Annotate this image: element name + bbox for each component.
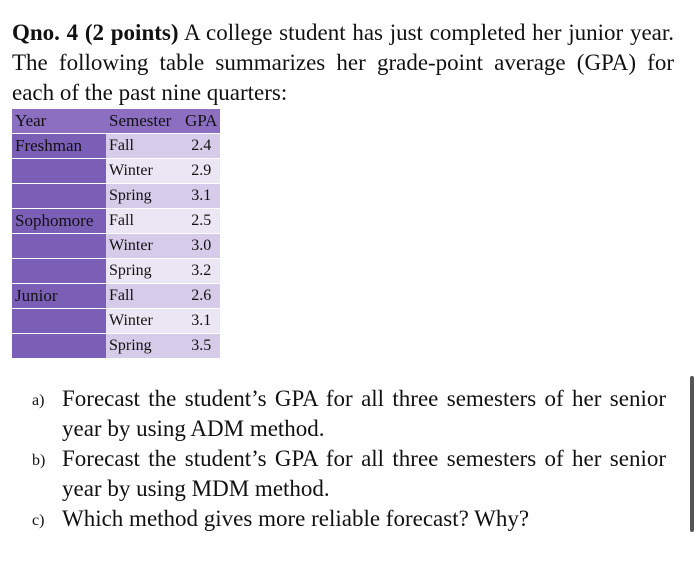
gpa-cell: 3.1 xyxy=(182,184,220,209)
semester-cell: Spring xyxy=(106,334,182,359)
gpa-cell: 2.5 xyxy=(182,209,220,234)
semester-cell: Fall xyxy=(106,284,182,309)
part-text: Forecast the student’s GPA for all three semesters of her senior year by using ADM method. xyxy=(62,386,666,441)
semester-cell: Winter xyxy=(106,234,182,259)
part-text: Forecast the student’s GPA for all three semesters of her senior year by using MDM method. xyxy=(62,446,666,501)
part-c xyxy=(32,504,666,536)
part-b xyxy=(32,444,666,504)
question-text xyxy=(12,18,674,108)
table-row xyxy=(12,284,220,309)
gpa-cell: 3.1 xyxy=(182,309,220,334)
part-text: Which method gives more reliable forecast? Why? xyxy=(62,506,530,531)
gpa-cell: 2.4 xyxy=(182,134,220,159)
semester-cell: Fall xyxy=(106,134,182,159)
gpa-cell: 2.9 xyxy=(182,159,220,184)
part-a xyxy=(32,384,666,444)
table-row xyxy=(12,134,220,159)
question-number: Qno. 4 (2 points) xyxy=(12,20,179,45)
semester-cell: Spring xyxy=(106,259,182,284)
part-marker: a) xyxy=(32,392,45,409)
semester-cell: Winter xyxy=(106,159,182,184)
semester-cell: Fall xyxy=(106,209,182,234)
year-cell xyxy=(12,159,106,184)
year-cell xyxy=(12,334,106,359)
table-row xyxy=(12,334,220,359)
gpa-cell: 3.2 xyxy=(182,259,220,284)
part-marker: c) xyxy=(32,512,45,529)
table-row xyxy=(12,309,220,334)
gpa-table xyxy=(12,109,220,359)
semester-cell: Winter xyxy=(106,309,182,334)
year-cell xyxy=(12,259,106,284)
table-row xyxy=(12,234,220,259)
header-year: Year xyxy=(12,109,106,134)
year-cell: Freshman xyxy=(12,134,106,159)
gpa-cell: 3.0 xyxy=(182,234,220,259)
year-cell: Sophomore xyxy=(12,209,106,234)
scrollbar[interactable] xyxy=(690,376,694,532)
header-gpa: GPA xyxy=(182,109,220,134)
table-row xyxy=(12,184,220,209)
gpa-cell: 2.6 xyxy=(182,284,220,309)
year-cell: Junior xyxy=(12,284,106,309)
year-cell xyxy=(12,184,106,209)
table-header-row xyxy=(12,109,220,134)
question-parts xyxy=(32,384,666,536)
year-cell xyxy=(12,309,106,334)
gpa-cell: 3.5 xyxy=(182,334,220,359)
table-row xyxy=(12,209,220,234)
semester-cell: Spring xyxy=(106,184,182,209)
year-cell xyxy=(12,234,106,259)
table-row xyxy=(12,259,220,284)
table-row xyxy=(12,159,220,184)
question-body: A college student has just completed her junior year. The following table summarizes her grade-point average (GPA) for each of the past nine quarters: xyxy=(12,20,674,105)
part-marker: b) xyxy=(32,452,46,469)
header-semester: Semester xyxy=(106,109,182,134)
